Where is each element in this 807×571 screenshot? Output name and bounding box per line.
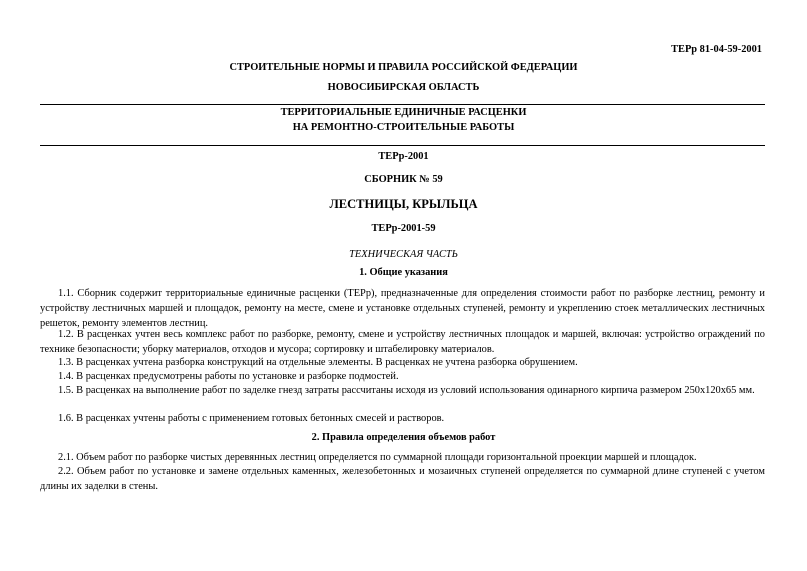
bottom-divider	[40, 145, 765, 146]
org-heading: СТРОИТЕЛЬНЫЕ НОРМЫ И ПРАВИЛА РОССИЙСКОЙ ФЕДЕРАЦИИ	[229, 62, 578, 73]
paragraph-2-1: 2.1. Объем работ по разборке чистых деревянных лестниц определяется по суммарной площади горизонтальной проекции маршей и площадок.	[58, 452, 697, 463]
collection-code: ТЕРр-2001-59	[371, 223, 436, 234]
tech-part-heading: ТЕХНИЧЕСКАЯ ЧАСТЬ	[349, 249, 458, 260]
region-heading: НОВОСИБИРСКАЯ ОБЛАСТЬ	[327, 82, 480, 93]
paragraph-1-1: 1.1. Сборник содержит территориальные единичные расценки (ТЕРр), предназначенные для определения стоимости работ по разборке лестниц, ремонту и устройству лестничных маршей и площадок, ремонту на месте, смене и установке отдельных ступеней, ремонту и укреплению стоек металлических лестничных решеток, ремонту элементов лестниц.	[40, 288, 765, 329]
paragraph-1-3: 1.3. В расценках учтена разборка конструкций на отдельные элементы. В расценках не учтена разборка обрушением.	[58, 357, 578, 368]
paragraph-1-4: 1.4. В расценках предусмотрены работы по установке и разборке подмостей.	[58, 371, 399, 382]
paragraph-2-2: 2.2. Объем работ по установке и замене отдельных каменных, железобетонных и мозаичных ступеней определяется по суммарной длине ступеней с учетом длины их заделки в стены.	[40, 466, 765, 492]
title-line-2: НА РЕМОНТНО-СТРОИТЕЛЬНЫЕ РАБОТЫ	[292, 122, 515, 133]
collection-number: СБОРНИК № 59	[364, 174, 443, 185]
document-code: ТЕРр 81-04-59-2001	[671, 44, 762, 55]
title-line-1: ТЕРРИТОРИАЛЬНЫЕ ЕДИНИЧНЫЕ РАСЦЕНКИ	[280, 107, 527, 118]
collection-name: ЛЕСТНИЦЫ, КРЫЛЬЦА	[329, 197, 478, 211]
top-divider	[40, 104, 765, 105]
series-label: ТЕРр-2001	[378, 151, 429, 162]
paragraph-1-6: 1.6. В расценках учтены работы с применением готовых бетонных смесей и растворов.	[58, 413, 445, 424]
paragraph-1-5: 1.5. В расценках на выполнение работ по заделке гнезд затраты рассчитаны исходя из условий использования одинарного кирпича размером 250х120х65 мм.	[58, 385, 755, 396]
paragraph-1-2: 1.2. В расценках учтен весь комплекс работ по разборке, ремонту, смене и устройству лестничных площадок и маршей, включая: устройство ограждений по технике безопасности; уборку материалов, отходов и мусора; сортировку и штабелировку материалов.	[40, 329, 765, 355]
section-2-title: 2. Правила определения объемов работ	[311, 432, 496, 443]
section-1-title: 1. Общие указания	[359, 267, 448, 278]
